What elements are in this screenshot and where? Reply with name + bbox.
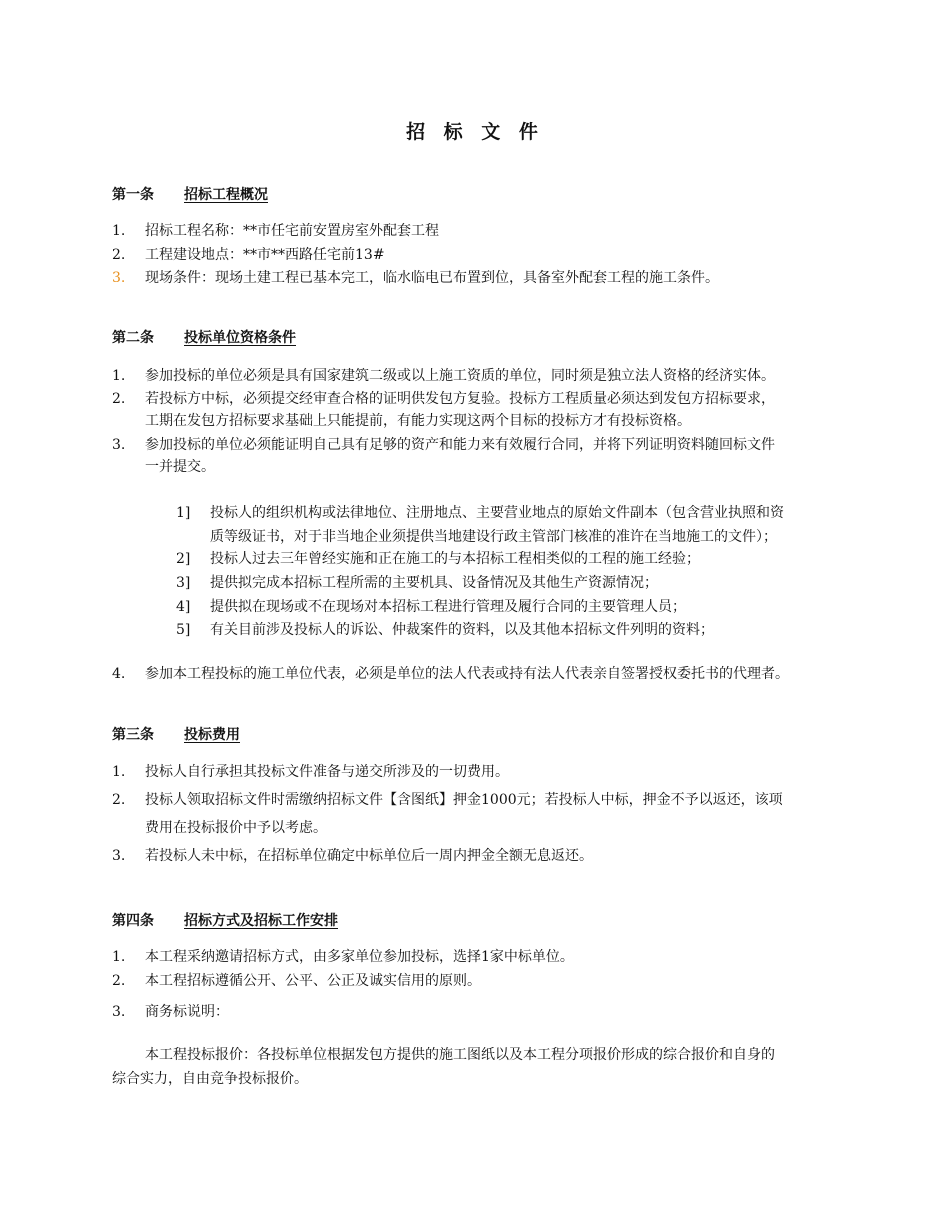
item-text: 工期在发包方招标要求基础上只能提前，有能力实现这两个目标的投标方才有投标资格。: [145, 413, 691, 429]
sub-item-number: 1]: [176, 505, 191, 521]
item-text: 参加本工程投标的施工单位代表，必须是单位的法人代表或持有法人代表亲自签署授权委托书的代理者。: [145, 666, 789, 682]
section-3-heading: [112, 724, 240, 744]
item-number: 1.: [112, 368, 126, 384]
item-number: 2.: [112, 973, 126, 989]
item-number: 1.: [112, 764, 126, 780]
item-number: 3.: [112, 1004, 126, 1020]
sub-item-number: 5]: [176, 622, 191, 638]
section-1-number: 第一条: [112, 187, 154, 203]
sub-item-text: 投标人的组织机构或法律地位、注册地点、主要营业地点的原始文件副本（包含营业执照和资: [210, 505, 784, 521]
item-number: 3.: [112, 270, 126, 286]
section-1-heading: [112, 184, 268, 204]
item-number: 2.: [112, 391, 126, 407]
item-number: 2.: [112, 247, 126, 263]
paragraph-continuation: 综合实力，自由竞争投标报价。: [112, 1071, 308, 1087]
item-text: 费用在投标报价中予以考虑。: [145, 820, 327, 836]
section-2-heading: [112, 327, 296, 347]
item-number: 3.: [112, 437, 126, 453]
item-text: 若投标人未中标，在招标单位确定中标单位后一周内押金全额无息返还。: [145, 848, 593, 864]
item-text: 参加投标的单位必须是具有国家建筑二级或以上施工资质的单位，同时须是独立法人资格的经济实体。: [145, 368, 775, 384]
sub-item-text: 有关目前涉及投标人的诉讼、仲裁案件的资料，以及其他本招标文件列明的资料；: [210, 622, 714, 638]
item-text: 一并提交。: [145, 459, 215, 475]
section-4-number: 第四条: [112, 913, 154, 929]
sub-item-number: 2]: [176, 551, 191, 567]
item-text: 工程建设地点：**市**西路任宅前13#: [145, 247, 385, 263]
item-text: 现场条件：现场土建工程已基本完工，临水临电已布置到位，具备室外配套工程的施工条件。: [145, 270, 719, 286]
sub-item-number: 3]: [176, 575, 191, 591]
section-3-number: 第三条: [112, 727, 154, 743]
section-2-title: 投标单位资格条件: [184, 330, 296, 346]
item-text: 投标人领取招标文件时需缴纳招标文件【含图纸】押金1000元；若投标人中标，押金不予以返还，该项: [145, 792, 783, 808]
item-number: 4.: [112, 666, 126, 682]
sub-item-number: 4]: [176, 599, 191, 615]
sub-item-text: 提供拟完成本招标工程所需的主要机具、设备情况及其他生产资源情况；: [210, 575, 658, 591]
item-text: 本工程采纳邀请招标方式，由多家单位参加投标，选择1家中标单位。: [145, 949, 574, 965]
item-text: 商务标说明：: [145, 1004, 229, 1020]
item-text: 投标人自行承担其投标文件准备与递交所涉及的一切费用。: [145, 764, 509, 780]
item-number: 1.: [112, 949, 126, 965]
document-title: 招 标 文 件: [406, 121, 544, 143]
paragraph: 本工程投标报价：各投标单位根据发包方提供的施工图纸以及本工程分项报价形成的综合报价和自身的: [145, 1047, 775, 1063]
sub-item-text: 质等级证书，对于非当地企业须提供当地建设行政主管部门核准的准许在当地施工的文件）；: [210, 529, 777, 545]
item-text: 若投标方中标，必须提交经审查合格的证明供发包方复验。投标方工程质量必须达到发包方招标要求，: [145, 391, 775, 407]
item-number: 1.: [112, 223, 126, 239]
section-3-title: 投标费用: [184, 727, 240, 743]
section-4-heading: [112, 910, 338, 930]
item-text: 本工程招标遵循公开、公平、公正及诚实信用的原则。: [145, 973, 481, 989]
item-text: 招标工程名称：**市任宅前安置房室外配套工程: [145, 223, 439, 239]
item-text: 参加投标的单位必须能证明自己具有足够的资产和能力来有效履行合同，并将下列证明资料随回标文件: [145, 437, 775, 453]
section-1-title: 招标工程概况: [184, 187, 268, 203]
item-number: 2.: [112, 792, 126, 808]
section-2-number: 第二条: [112, 330, 154, 346]
sub-item-text: 提供拟在现场或不在现场对本招标工程进行管理及履行合同的主要管理人员；: [210, 599, 686, 615]
sub-item-text: 投标人过去三年曾经实施和正在施工的与本招标工程相类似的工程的施工经验；: [210, 551, 700, 567]
item-number: 3.: [112, 848, 126, 864]
section-4-title: 招标方式及招标工作安排: [184, 913, 338, 929]
